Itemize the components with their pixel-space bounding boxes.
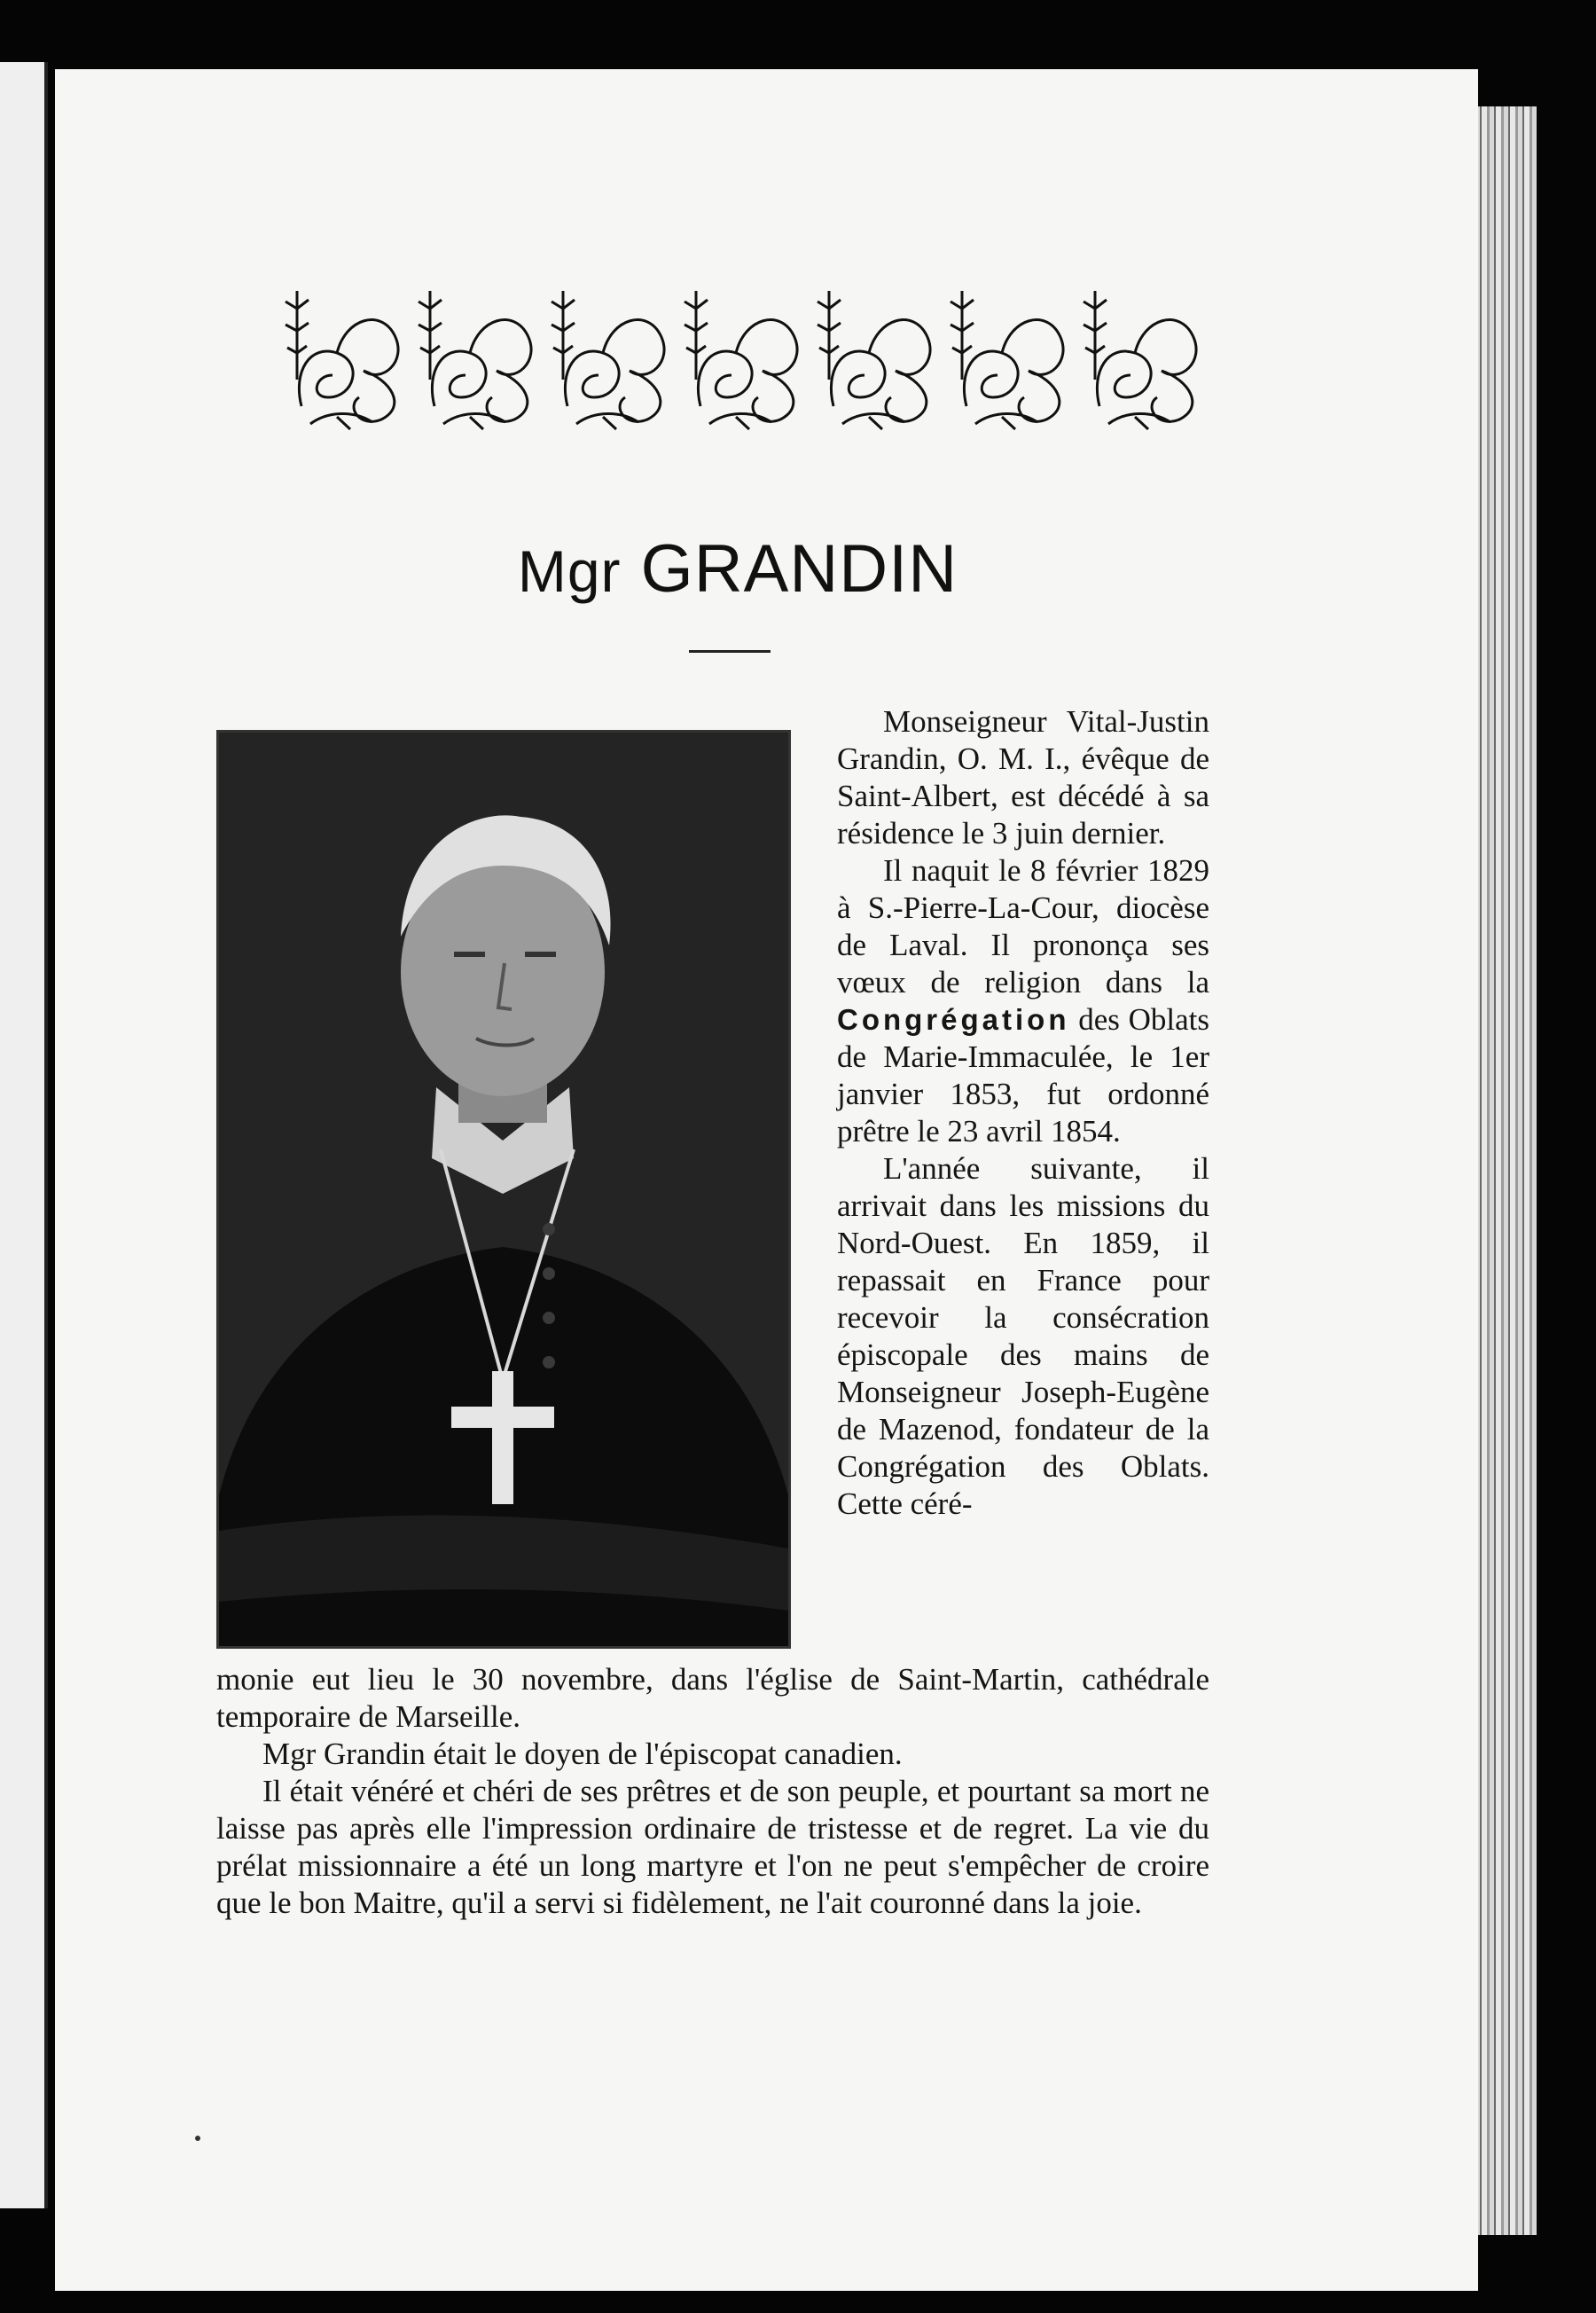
paragraph-birth-cont: des Oblats de Marie-Immaculée, le 1er janvier 1853, fut ordonné prêtre le 23 avril 1854. (837, 1002, 1209, 1149)
paragraph-intro: Monseigneur Vital-Justin Grandin, O. M. I., évêque de Saint-Albert, est décédé à sa résidence le 3 juin dernier. (837, 704, 1209, 851)
paragraph-legacy: Il était vénéré et chéri de ses prêtres et de son peuple, et pourtant sa mort ne laisse pas après elle l'impression ordinaire de tristesse et de regret. La vie du prélat missionnaire a été un long martyre et l'on ne peut s'empêcher de croire que le bon Maitre, qu'il a servi si fidèlement, ne l'ait couronné dans la joie. (216, 1774, 1209, 1920)
title-divider (689, 650, 771, 653)
paragraph-birth-text: Il naquit le 8 février 1829 à S.-Pierre-La-Cour, diocèse de Laval. Il prononça ses vœux de religion dans la (837, 853, 1209, 1000)
title-name: GRANDIN (640, 531, 958, 607)
full-width-text (216, 1661, 1209, 1922)
portrait-image (219, 733, 788, 1646)
book-page (55, 69, 1478, 2291)
page-title (55, 530, 1420, 608)
floral-ornament-band (284, 273, 1241, 437)
adjacent-page-edge (0, 62, 48, 2208)
title-prefix: Mgr (517, 538, 622, 604)
ink-speck (195, 2136, 200, 2141)
paragraph-missions: L'année suivante, il arrivait dans les missions du Nord-Ouest. En 1859, il repassait en France pour recevoir la consécration épiscopale des mains de Monseigneur Joseph-Eugène de Mazenod, fondateur de la Congrégation des Oblats. Cette céré- (837, 1151, 1209, 1521)
portrait-photograph (216, 730, 791, 1649)
paragraph-doyen: Mgr Grandin était le doyen de l'épiscopat canadien. (262, 1737, 903, 1771)
right-column-text (837, 703, 1209, 1523)
paragraph-birth (837, 852, 1209, 1150)
paragraph-ceremony: monie eut lieu le 30 novembre, dans l'église de Saint-Martin, cathédrale temporaire de Marseille. (216, 1662, 1209, 1734)
spaced-word-congregation: Congrégation (837, 1003, 1070, 1036)
